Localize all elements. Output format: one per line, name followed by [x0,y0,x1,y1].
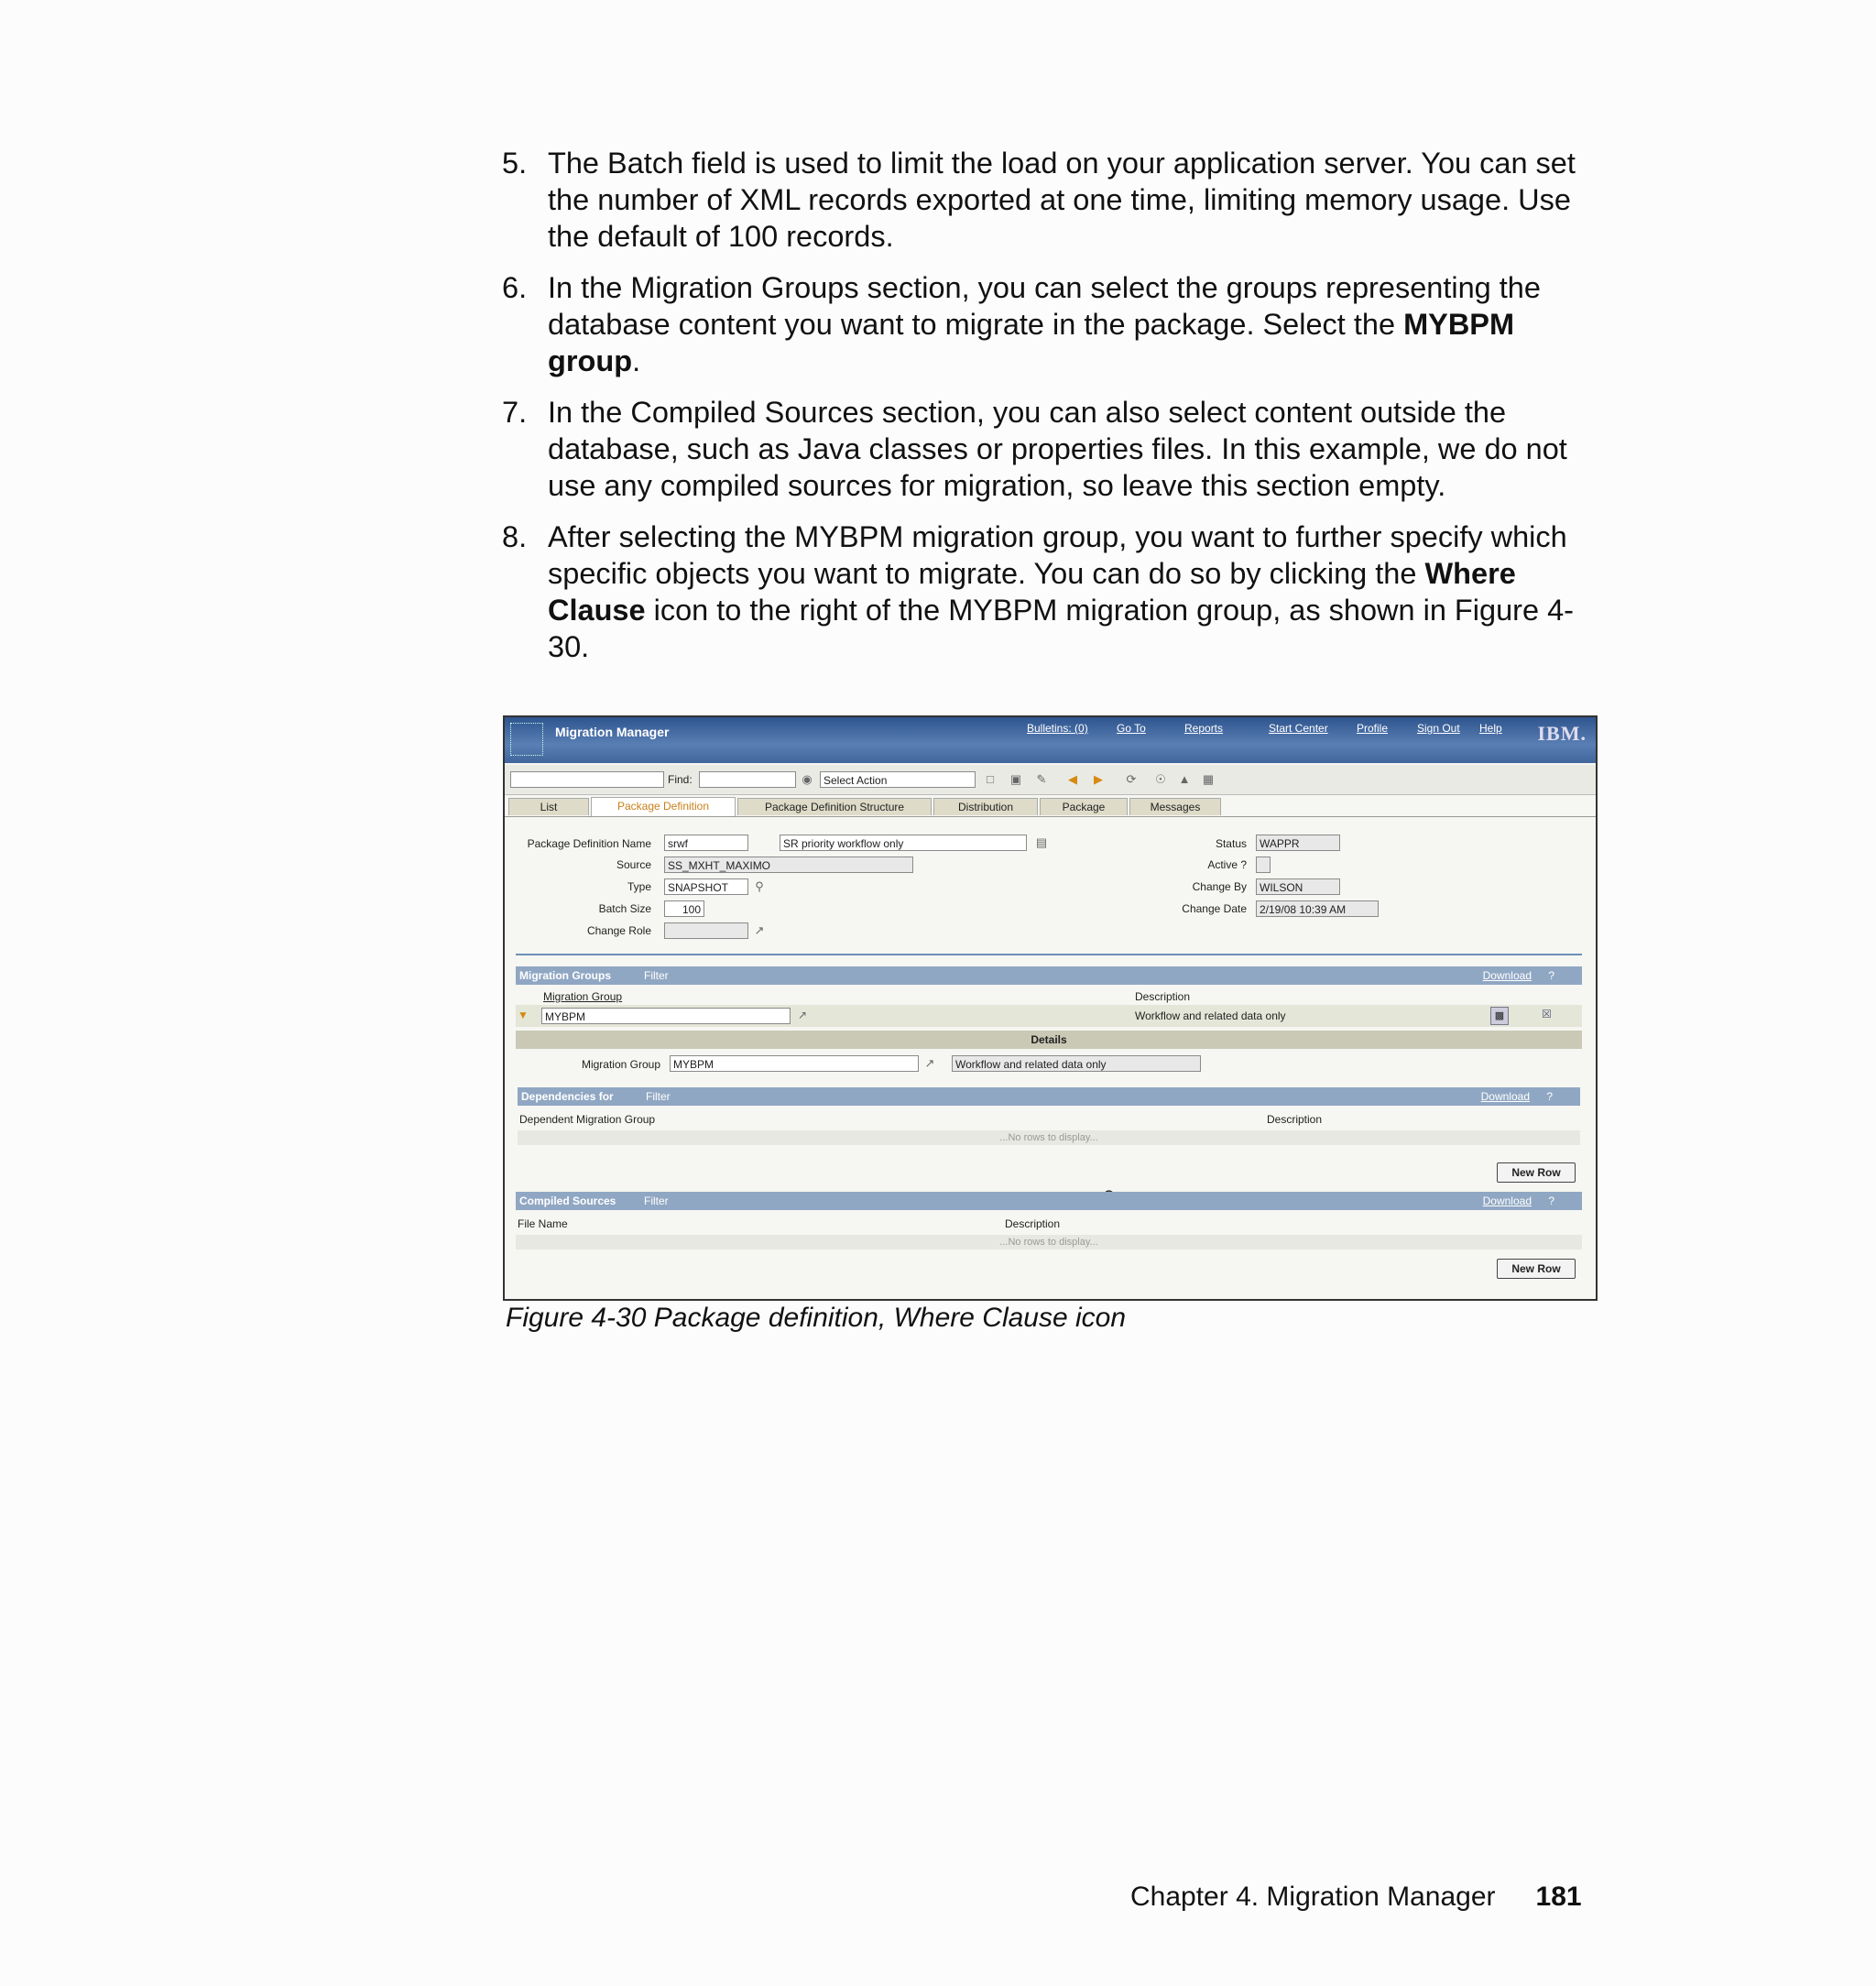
step-number: 5. [502,147,528,180]
compiled-new-row-button[interactable]: New Row [1497,1259,1576,1279]
page-number: 181 [1535,1882,1582,1912]
lookup-icon[interactable]: ⚲ [755,879,764,893]
compiled-help-icon[interactable]: ? [1548,1195,1554,1207]
sign-out-link[interactable]: Sign Out [1417,722,1460,735]
change-by-field[interactable]: WILSON [1256,878,1340,895]
tab-messages[interactable]: Messages [1129,798,1221,815]
type-label: Type [627,880,651,893]
previous-icon[interactable]: ◀ [1068,772,1077,786]
profile-link[interactable]: Profile [1357,722,1389,735]
step-text-run: In the Migration Groups section, you can select the groups representing the database content you want to migrate in the package. Select the [548,271,1541,341]
detail-group-label: Migration Group [581,1058,660,1071]
section-divider [516,954,1582,955]
change-by-label: Change By [1192,880,1247,893]
help-icon[interactable]: ? [1548,969,1554,982]
find-input[interactable] [699,771,796,788]
reports-link[interactable]: Reports [1184,722,1224,735]
tab-bar [505,796,1596,817]
tab-distribution[interactable]: Distribution [933,798,1038,815]
detail-select-icon[interactable]: ↗ [924,1056,935,1070]
create-package-icon[interactable]: ▦ [1202,772,1215,786]
download-link[interactable]: Download [1482,969,1532,982]
source-field[interactable]: SS_MXHT_MAXIMO [664,857,913,873]
step-text-run: After selecting the MYBPM migration group, you want to further specify which specific objects you want to migrate. You can do so by clicking the [548,520,1567,590]
bulletins-link[interactable]: Bulletins: (0) [1027,722,1088,735]
step-item [502,269,1601,379]
goto-link[interactable]: Go To [1117,722,1146,735]
ibm-logo: IBM. [1537,722,1587,745]
pkg-desc-field[interactable]: SR priority workflow only [780,835,1027,851]
migration-manager-screenshot [503,715,1598,1301]
tab-package-definition-structure[interactable]: Package Definition Structure [737,798,932,815]
compiled-sources-title: Compiled Sources [519,1195,616,1207]
type-field[interactable]: SNAPSHOT [664,878,748,895]
query-select[interactable] [510,771,664,788]
start-center-link[interactable]: Start Center [1269,722,1328,735]
step-text-run: The Batch field is used to limit the load on your application server. You can set the number of XML records exported at one time, limiting memory usage. Use the default of 100 records. [548,147,1576,253]
group-select-icon[interactable]: ↗ [798,1009,808,1021]
instruction-steps [502,145,1601,680]
col-dependent-group: Dependent Migration Group [519,1113,656,1126]
where-clause-icon[interactable]: ▩ [1490,1007,1509,1025]
role-select-icon[interactable]: ↗ [754,923,765,937]
dependencies-filter-link[interactable]: Filter [646,1090,671,1103]
migration-groups-header [516,966,1582,985]
compiled-sources-header [516,1192,1582,1210]
details-bar: Details [516,1031,1582,1049]
filter-link[interactable]: Filter [644,969,669,982]
long-description-icon[interactable]: ▤ [1035,835,1048,849]
help-link[interactable]: Help [1479,722,1502,735]
workflow-icon[interactable]: ⟳ [1126,772,1137,786]
col-migration-group[interactable]: Migration Group [543,990,623,1003]
row-description: Workflow and related data only [1135,1009,1286,1022]
compiled-empty-message: ...No rows to display... [516,1235,1582,1249]
dependencies-download-link[interactable]: Download [1480,1090,1530,1103]
step-text [548,269,1601,379]
batch-label: Batch Size [598,902,651,915]
step-item [502,518,1601,665]
col-compiled-description: Description [1005,1217,1061,1230]
step-text-run: icon to the right of the MYBPM migration group, as shown in Figure 4-30. [548,594,1574,663]
active-checkbox[interactable] [1256,857,1271,873]
new-row-button[interactable]: New Row [1497,1162,1576,1183]
compiled-download-link[interactable]: Download [1482,1195,1532,1207]
tab-package-definition[interactable]: Package Definition [591,797,736,816]
col-dep-description: Description [1267,1113,1323,1126]
status-field[interactable]: WAPPR [1256,835,1340,851]
dependencies-help-icon[interactable]: ? [1546,1090,1553,1103]
compiled-filter-link[interactable]: Filter [644,1195,669,1207]
change-date-field[interactable]: 2/19/08 10:39 AM [1256,900,1379,917]
toolbar [505,765,1596,795]
binoculars-icon[interactable]: ◉ [802,772,813,786]
next-icon[interactable]: ▶ [1094,772,1103,786]
step-text [548,394,1601,504]
migration-groups-title: Migration Groups [519,969,611,982]
detail-group-field[interactable]: MYBPM [670,1055,919,1072]
row-group-field[interactable]: MYBPM [541,1008,791,1024]
step-text [548,518,1601,665]
step-text-run: In the Compiled Sources section, you can also select content outside the database, such as Java classes or properties files. In this example, we do not use any compiled sources for migration, so leave this section empty. [548,396,1567,502]
step-number: 7. [502,396,528,429]
figure-caption: Figure 4-30 Package definition, Where Clause icon [506,1303,1127,1333]
tab-package[interactable]: Package [1040,798,1128,815]
step-text [548,145,1601,255]
new-icon[interactable]: □ [987,772,994,786]
app-title: Migration Manager [555,725,670,739]
batch-field[interactable]: 100 [664,900,704,917]
step-number: 6. [502,271,528,304]
tab-list[interactable]: List [508,798,589,815]
clear-icon[interactable]: ✎ [1036,772,1047,786]
pkg-name-label: Package Definition Name [527,837,651,850]
empty-message: ...No rows to display... [518,1130,1580,1145]
dependencies-header [518,1087,1580,1106]
active-label: Active ? [1207,858,1247,871]
find-label: Find: [668,773,693,786]
col-description: Description [1135,990,1191,1003]
pkg-name-field[interactable]: srwf [664,835,748,851]
row-expand-icon[interactable]: ▼ [518,1009,529,1021]
source-label: Source [616,858,651,871]
select-action-dropdown[interactable]: Select Action [820,771,976,788]
detail-desc-field[interactable]: Workflow and related data only [952,1055,1201,1072]
step-text-run: . [632,344,641,377]
status-label: Status [1215,837,1247,850]
route-icon[interactable]: ☉ [1155,772,1166,786]
col-file-name: File Name [518,1217,568,1230]
app-logo-icon [510,723,543,756]
step-number: 8. [502,520,528,553]
step-item [502,394,1601,504]
change-date-label: Change Date [1182,902,1247,915]
bold-term: MYBPM group [548,308,1515,377]
title-bar [505,717,1596,763]
change-role-label: Change Role [586,924,651,937]
table-row [516,1005,1582,1027]
chapter-title: Chapter 4. Migration Manager [1130,1882,1496,1912]
approve-icon[interactable]: ▲ [1178,772,1191,786]
save-icon[interactable]: ▣ [1009,772,1022,786]
page-footer [1130,1882,1582,1913]
delete-icon[interactable]: ☒ [1542,1008,1552,1020]
dependencies-title: Dependencies for [521,1090,614,1103]
change-role-field[interactable] [664,922,748,939]
step-item [502,145,1601,255]
bold-term: Where Clause [548,557,1516,627]
